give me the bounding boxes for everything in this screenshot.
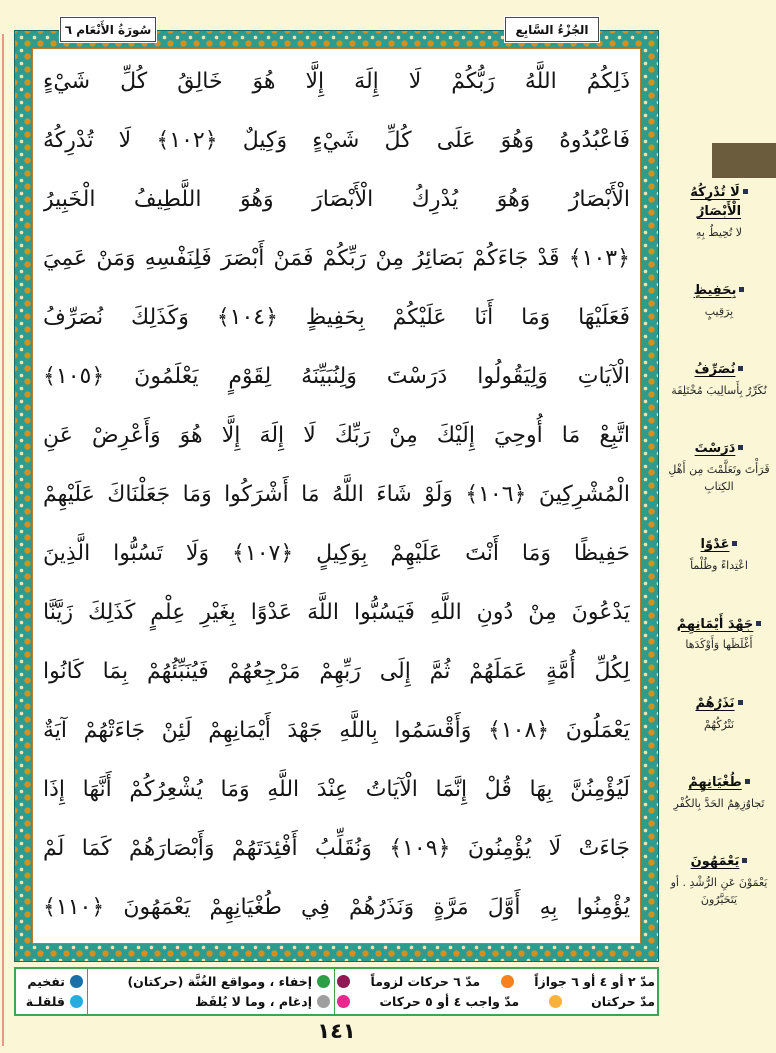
note-bullet-icon bbox=[739, 287, 744, 292]
legend-label: مدّ ٦ حركات لزوماً bbox=[370, 973, 481, 989]
margin-glossary bbox=[666, 184, 772, 908]
legend-entry bbox=[20, 994, 83, 1009]
legend-label: مدّ واجب ٤ أو ٥ حركات bbox=[379, 994, 520, 1010]
quran-line: يَدْعُونَ مِنْ دُونِ اللَّهِ فَيَسُبُّوا اللَّهَ عَدْوًا بِغَيْرِ عِلْمٍ كَذَلِكَ زَيَّنَّا bbox=[43, 600, 630, 625]
note-meaning: قَرَأْتَ وتَعَلَّمْتَ مِن أَهْلِ الكِتابِ bbox=[668, 463, 770, 494]
legend-label: قلقلـة bbox=[25, 994, 65, 1010]
legend-column-emphasis bbox=[16, 969, 88, 1014]
note-term: عَدْوًا bbox=[666, 536, 772, 555]
legend-label: إدغام ، وما لا يُلفَظ bbox=[195, 994, 312, 1010]
note-bullet-icon bbox=[738, 366, 743, 371]
page-edge-line bbox=[2, 34, 4, 1046]
quran-line: لَيُؤْمِنُنَّ بِهَا قُلْ إِنَّمَا الْآيَاتُ عِنْدَ اللَّهِ وَمَا يُشْعِرُكُمْ أَنَّهَا إِذَا bbox=[43, 777, 630, 802]
quran-line: ﴿١٠٣﴾ قَدْ جَاءَكُمْ بَصَائِرُ مِنْ رَبِّكُمْ فَمَنْ أَبْصَرَ فَلِنَفْسِهِ وَمَنْ عَمِيَ bbox=[43, 246, 630, 271]
madd-lazim-dot-icon bbox=[337, 975, 350, 988]
note-meaning: بِرَقِيبٍ bbox=[704, 304, 734, 318]
legend-label: مدّ حركتان bbox=[591, 994, 655, 1010]
legend-label: تفخيم bbox=[27, 973, 65, 989]
note-bullet-icon bbox=[745, 779, 750, 784]
note-term: دَرَسْتَ bbox=[666, 440, 772, 459]
legend-entry-row bbox=[337, 994, 655, 1009]
quran-line: ذَلِكُمُ اللَّهُ رَبُّكُمْ لَا إِلَهَ إِلَّا هُوَ خَالِقُ كُلِّ شَيْءٍ bbox=[43, 69, 630, 94]
quran-line: جَاءَتْ لَا يُؤْمِنُونَ ﴿١٠٩﴾ وَنُقَلِّبُ أَفْئِدَتَهُمْ وَأَبْصَارَهُمْ كَمَا لَمْ bbox=[43, 836, 630, 861]
juz-bookmark-tab bbox=[712, 143, 776, 178]
margin-note bbox=[666, 853, 772, 908]
legend-entry bbox=[92, 994, 330, 1009]
legend-column-ghunnah bbox=[88, 969, 335, 1014]
quran-line: حَفِيظًا وَمَا أَنْتَ عَلَيْهِمْ بِوَكِيلٍ ﴿١٠٧﴾ وَلَا تَسُبُّوا الَّذِينَ bbox=[43, 541, 630, 566]
tajweed-legend bbox=[14, 967, 659, 1016]
margin-note bbox=[666, 616, 772, 654]
note-bullet-icon bbox=[756, 621, 761, 626]
margin-note bbox=[666, 282, 772, 320]
legend-entry-row bbox=[337, 974, 655, 989]
quran-line: يَعْمَلُونَ ﴿١٠٨﴾ وَأَقْسَمُوا بِاللَّهِ جَهْدَ أَيْمَانِهِمْ لَئِنْ جَاءَتْهُمْ آيَةٌ bbox=[43, 718, 630, 743]
note-bullet-icon bbox=[742, 858, 747, 863]
madd-jaiz-dot-icon bbox=[501, 975, 514, 988]
margin-note bbox=[666, 361, 772, 399]
madd-harakatan-dot-icon bbox=[549, 995, 562, 1008]
quran-line: لِكُلِّ أُمَّةٍ عَمَلَهُمْ ثُمَّ إِلَى رَبِّهِمْ مَرْجِعُهُمْ فَيُنَبِّئُهُمْ بِمَا كَانُوا bbox=[43, 659, 630, 684]
legend-label: مدّ ٢ أو ٤ أو ٦ جوازاً bbox=[534, 973, 655, 989]
note-term: نَذَرُهُمْ bbox=[666, 695, 772, 714]
note-term: بِحَفِيظٍ bbox=[666, 282, 772, 301]
quran-line: فَعَلَيْهَا وَمَا أَنَا عَلَيْكُمْ بِحَفِيظٍ ﴿١٠٤﴾ وَكَذَلِكَ نُصَرِّفُ bbox=[43, 305, 630, 330]
madd-wajib-dot-icon bbox=[337, 995, 350, 1008]
quran-line: اتَّبِعْ مَا أُوحِيَ إِلَيْكَ مِنْ رَبِّكَ لَا إِلَهَ إِلَّا هُوَ وَأَعْرِضْ عَنِ bbox=[43, 423, 630, 448]
note-meaning: يَعْمَوْنَ عَنِ الرُّشْدِ . أو يَتَحَيَّرُونَ bbox=[670, 875, 768, 906]
qalqalah-dot-icon bbox=[70, 995, 83, 1008]
note-meaning: نَتْرُكُهُمْ bbox=[703, 717, 735, 731]
quran-text-area bbox=[32, 48, 641, 944]
note-meaning: نُكَرِّرُ بِأَسالِيبَ مُخْتَلِفَة bbox=[671, 383, 767, 397]
note-bullet-icon bbox=[738, 700, 743, 705]
ikhfa-dot-icon bbox=[317, 975, 330, 988]
quran-line: فَاعْبُدُوهُ وَهُوَ عَلَى كُلِّ شَيْءٍ وَكِيلٌ ﴿١٠٢﴾ لَا تُدْرِكُهُ bbox=[43, 128, 630, 153]
note-meaning: تَجاوُزِهِمُ الحَدَّ بِالكُفْرِ bbox=[673, 796, 765, 810]
page-number: ١٤١ bbox=[317, 1019, 356, 1043]
legend-column-madd bbox=[335, 969, 657, 1014]
margin-note bbox=[666, 536, 772, 574]
note-term: طُغْيَانِهِمْ bbox=[666, 774, 772, 793]
idgham-dot-icon bbox=[317, 995, 330, 1008]
margin-note bbox=[666, 774, 772, 812]
note-bullet-icon bbox=[738, 445, 743, 450]
note-meaning: أَغْلَظَها وَأَوْكَدَها bbox=[685, 638, 753, 652]
note-term: لَا تُدْرِكُهُ الْأَبْصَارُ bbox=[666, 184, 772, 222]
surah-title-cartouche: سُورَةُ الأَنْعَام ٦ bbox=[60, 17, 156, 42]
tafkheem-dot-icon bbox=[70, 975, 83, 988]
quran-line: الْآيَاتِ وَلِيَقُولُوا دَرَسْتَ وَلِنُبَيِّنَهُ لِقَوْمٍ يَعْلَمُونَ ﴿١٠٥﴾ bbox=[43, 364, 630, 389]
note-meaning: لا تُحِيطُ بِهِ bbox=[695, 225, 743, 239]
margin-note bbox=[666, 184, 772, 241]
quran-line: يُؤْمِنُوا بِهِ أَوَّلَ مَرَّةٍ وَنَذَرُهُمْ فِي طُغْيَانِهِمْ يَعْمَهُونَ ﴿١١٠﴾ bbox=[43, 895, 630, 920]
legend-entry bbox=[92, 974, 330, 989]
note-term: جَهْدَ أَيْمَانِهِمْ bbox=[666, 616, 772, 635]
note-meaning: اعْتِداءً وظُلْماً bbox=[690, 559, 748, 573]
note-term: نُصَرِّفُ bbox=[666, 361, 772, 380]
note-bullet-icon bbox=[743, 189, 748, 194]
ornamental-frame bbox=[14, 30, 659, 962]
quran-line: الْمُشْرِكِينَ ﴿١٠٦﴾ وَلَوْ شَاءَ اللَّهُ مَا أَشْرَكُوا وَمَا جَعَلْنَاكَ عَلَيْهِمْ bbox=[43, 482, 630, 507]
legend-entry bbox=[20, 974, 83, 989]
note-bullet-icon bbox=[732, 541, 737, 546]
margin-note bbox=[666, 440, 772, 495]
juz-title-cartouche: الجُزْءُ السَّابِع bbox=[505, 17, 599, 42]
legend-label: إخفاء ، ومواقع الغُنَّة (حركتان) bbox=[127, 973, 312, 989]
note-term: يَعْمَهُونَ bbox=[666, 853, 772, 872]
margin-note bbox=[666, 695, 772, 733]
quran-line: الْأَبْصَارُ وَهُوَ يُدْرِكُ الْأَبْصَارَ وَهُوَ اللَّطِيفُ الْخَبِيرُ bbox=[43, 187, 630, 212]
